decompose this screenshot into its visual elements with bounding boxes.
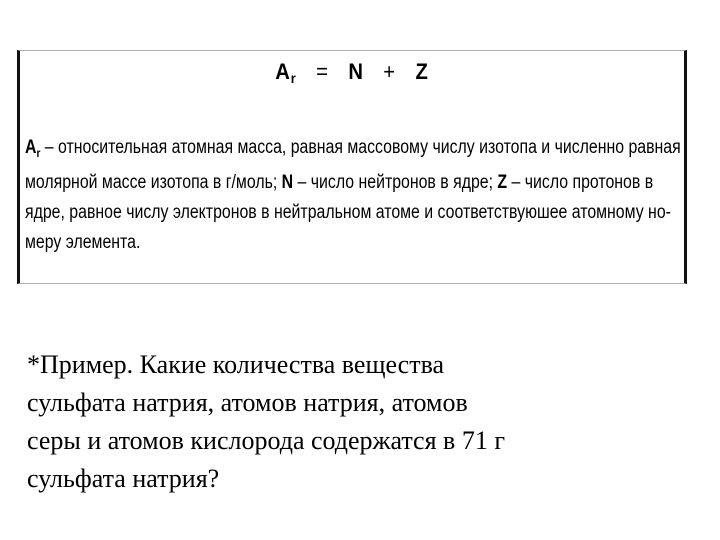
example-paragraph (27, 346, 707, 498)
formula-term-n: N (348, 59, 364, 84)
definition-symbol-ar-subscript: r (36, 146, 41, 160)
definition-symbol-ar: A (25, 137, 37, 158)
definition-line-2-text-after: – число протонов в (507, 172, 654, 193)
definition-text (25, 133, 681, 258)
definition-symbol-n: N (281, 172, 294, 193)
definition-symbol-z: Z (497, 172, 508, 193)
formula-term-z: Z (415, 59, 429, 84)
definition-line-1 (25, 133, 681, 168)
definition-line-3: ядре, равное числу электронов в нейтральном атоме и соответствуюшее атомному но- (25, 202, 671, 223)
formula-lhs (275, 59, 296, 84)
definition-line-2-text-middle: – число нейтронов в ядре; (293, 172, 498, 193)
formula (47, 59, 658, 86)
example-line-1: *Пример. Какие количества вещества (27, 350, 445, 379)
formula-lhs-subscript: r (290, 70, 297, 86)
example-line-4: сульфата натрия? (27, 464, 220, 493)
definition-line-1-text: – относительная атомная масса, равная массовому числу изотопа и численно равная (40, 137, 681, 158)
formula-plus: + (383, 59, 397, 84)
definition-line-2-text-before: молярной массе изотопа в г/моль; (25, 172, 282, 193)
example-line-2: сульфата натрия, атомов натрия, атомов (27, 388, 468, 417)
example-line-3: серы и атомов кислорода содержатся в 71 г (27, 426, 505, 455)
formula-lhs-symbol: A (275, 59, 291, 84)
definition-line-4: меру элемента. (25, 232, 141, 253)
definition-line-2 (25, 168, 676, 198)
definition-box (17, 50, 687, 284)
formula-equals: = (316, 59, 329, 84)
